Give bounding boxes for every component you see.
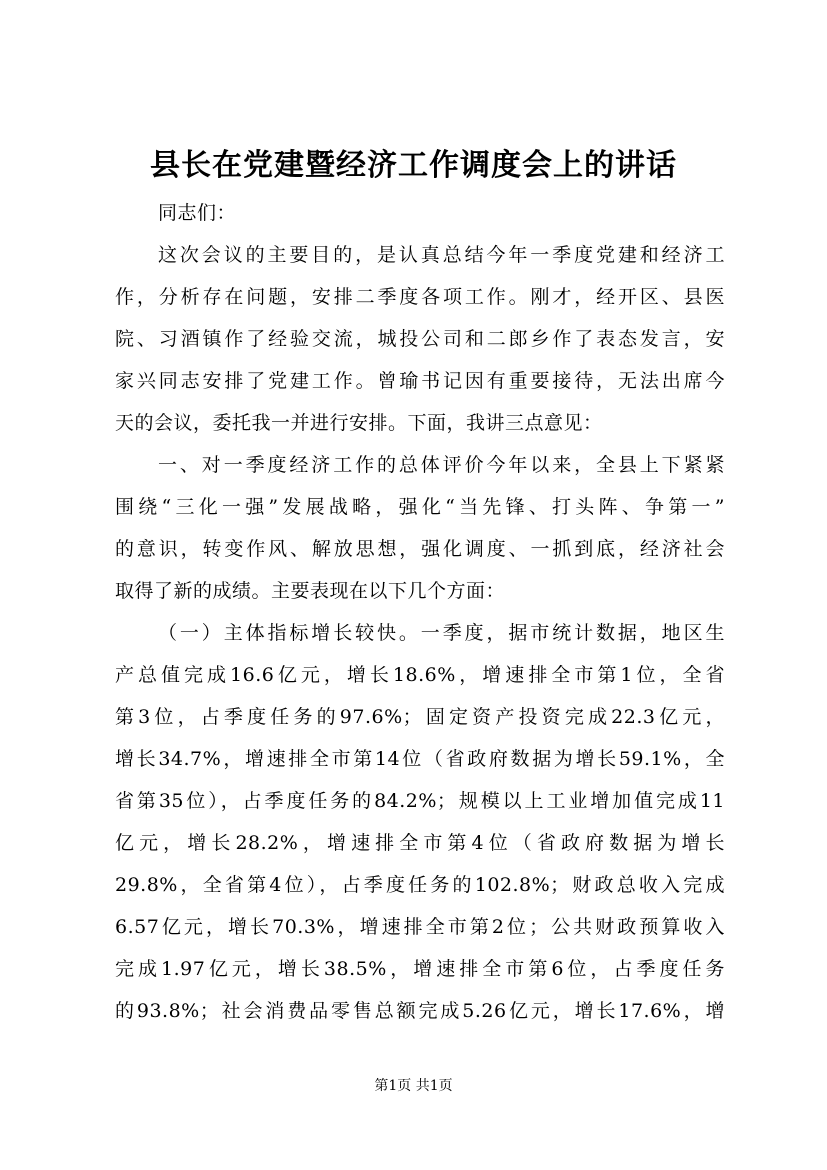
body-line: 的意识，转变作风、解放思想，强化调度、一抓到底，经济社会 [115,538,725,560]
body-line: 第3位，占季度任务的97.6%；固定资产投资完成22.3亿元， [115,706,725,728]
body-line: 天的会议，委托我一并进行安排。下面，我讲三点意见： [115,412,603,434]
body-line: 增长34.7%，增速排全市第14位（省政府数据为增长59.1%，全 [115,748,725,770]
body-line: 院、习酒镇作了经验交流，城投公司和二郎乡作了表态发言，安 [115,328,725,350]
salutation-line: 同志们： [158,202,237,224]
body-line: 完成1.97亿元，增长38.5%，增速排全市第6位，占季度任务 [115,958,725,980]
body-line: 产总值完成16.6亿元，增长18.6%，增速排全市第1位，全省 [115,664,725,686]
body-line: 取得了新的成绩。主要表现在以下几个方面： [115,580,506,602]
body-line: 省第35位），占季度任务的84.2%；规模以上工业增加值完成11 [115,790,725,812]
body-line: 这次会议的主要目的，是认真总结今年一季度党建和经济工 [158,244,725,266]
body-line: 6.57亿元，增长70.3%，增速排全市第2位；公共财政预算收入 [115,916,725,938]
body-line: （一）主体指标增长较快。一季度，据市统计数据，地区生 [158,622,725,644]
body-line: 作，分析存在问题，安排二季度各项工作。刚才，经开区、县医 [115,286,725,308]
body-line: 一、对一季度经济工作的总体评价今年以来，全县上下紧紧 [158,454,725,476]
body-line: 亿元，增长28.2%，增速排全市第4位（省政府数据为增长 [115,832,725,854]
body-line: 29.8%，全省第4位），占季度任务的102.8%；财政总收入完成 [115,874,725,896]
document-title: 县长在党建暨经济工作调度会上的讲话 [150,148,677,183]
page-number-footer: 第1页 共1页 [374,1078,453,1094]
body-line: 家兴同志安排了党建工作。曾瑜书记因有重要接待，无法出席今 [115,370,725,392]
body-line: 的93.8%；社会消费品零售总额完成5.26亿元，增长17.6%，增 [115,1000,725,1022]
body-line: 围绕“三化一强”发展战略，强化“当先锋、打头阵、争第一” [115,496,725,518]
